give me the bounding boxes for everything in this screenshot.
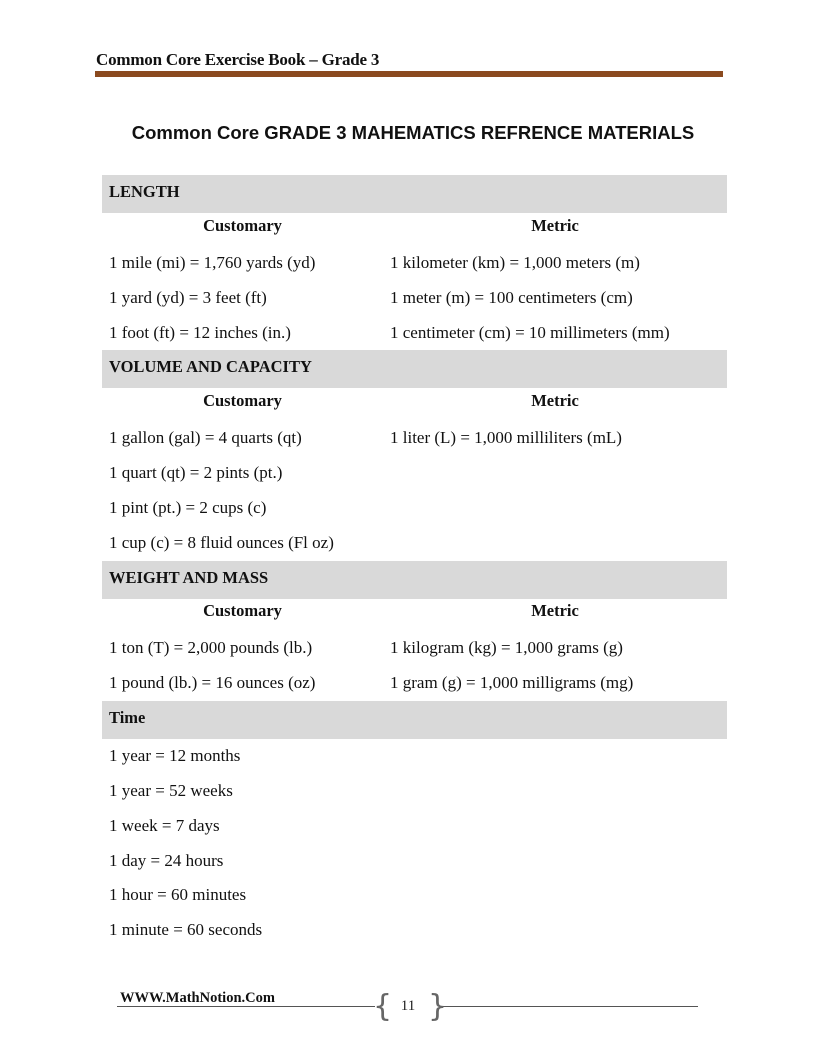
time-row: 1 day = 24 hours xyxy=(109,851,224,870)
volume-customary-heading: Customary xyxy=(203,391,282,410)
right-bracket-icon: } xyxy=(428,989,448,1024)
length-customary-row: 1 foot (ft) = 12 inches (in.) xyxy=(109,323,291,342)
footer-rule-left xyxy=(117,1006,375,1007)
time-row: 1 minute = 60 seconds xyxy=(109,920,263,939)
length-customary-heading: Customary xyxy=(203,216,282,235)
book-title: Common Core Exercise Book – Grade 3 xyxy=(96,50,380,69)
weight-customary-row: 1 pound (lb.) = 16 ounces (oz) xyxy=(109,673,316,692)
weight-customary-row: 1 ton (T) = 2,000 pounds (lb.) xyxy=(109,638,313,657)
weight-metric-heading: Metric xyxy=(531,601,579,620)
section-label-volume: VOLUME AND CAPACITY xyxy=(109,357,312,376)
length-customary-row: 1 mile (mi) = 1,760 yards (yd) xyxy=(109,253,316,272)
time-row: 1 hour = 60 minutes xyxy=(109,885,247,904)
page-heading: Common Core GRADE 3 MAHEMATICS REFRENCE MATERIALS xyxy=(131,122,695,143)
weight-metric-row: 1 gram (g) = 1,000 milligrams (mg) xyxy=(390,673,634,692)
time-row: 1 week = 7 days xyxy=(109,816,220,835)
footer-rule-right xyxy=(440,1006,698,1007)
header-rule xyxy=(95,71,723,77)
section-label-time: Time xyxy=(109,708,146,727)
volume-customary-row: 1 pint (pt.) = 2 cups (c) xyxy=(109,498,267,517)
volume-metric-heading: Metric xyxy=(531,391,579,410)
section-band-volume xyxy=(102,350,727,388)
volume-customary-row: 1 gallon (gal) = 4 quarts (qt) xyxy=(109,428,302,447)
volume-metric-row: 1 liter (L) = 1,000 milliliters (mL) xyxy=(390,428,622,447)
time-row: 1 year = 52 weeks xyxy=(109,781,233,800)
length-metric-row: 1 kilometer (km) = 1,000 meters (m) xyxy=(390,253,640,272)
time-row: 1 year = 12 months xyxy=(109,746,241,765)
page-number: 11 xyxy=(400,998,416,1014)
weight-customary-heading: Customary xyxy=(203,601,282,620)
length-metric-row: 1 centimeter (cm) = 10 millimeters (mm) xyxy=(390,323,670,342)
section-label-weight: WEIGHT AND MASS xyxy=(109,568,269,587)
length-metric-heading: Metric xyxy=(531,216,579,235)
left-bracket-icon: { xyxy=(373,989,393,1024)
length-customary-row: 1 yard (yd) = 3 feet (ft) xyxy=(109,288,267,307)
volume-customary-row: 1 cup (c) = 8 fluid ounces (Fl oz) xyxy=(109,533,334,552)
footer-website: WWW.MathNotion.Com xyxy=(120,990,275,1006)
weight-metric-row: 1 kilogram (kg) = 1,000 grams (g) xyxy=(390,638,623,657)
section-band-length xyxy=(102,175,727,213)
section-band-time xyxy=(102,701,727,739)
volume-customary-row: 1 quart (qt) = 2 pints (pt.) xyxy=(109,463,283,482)
section-label-length: LENGTH xyxy=(109,182,180,201)
section-band-weight xyxy=(102,561,727,599)
length-metric-row: 1 meter (m) = 100 centimeters (cm) xyxy=(390,288,633,307)
